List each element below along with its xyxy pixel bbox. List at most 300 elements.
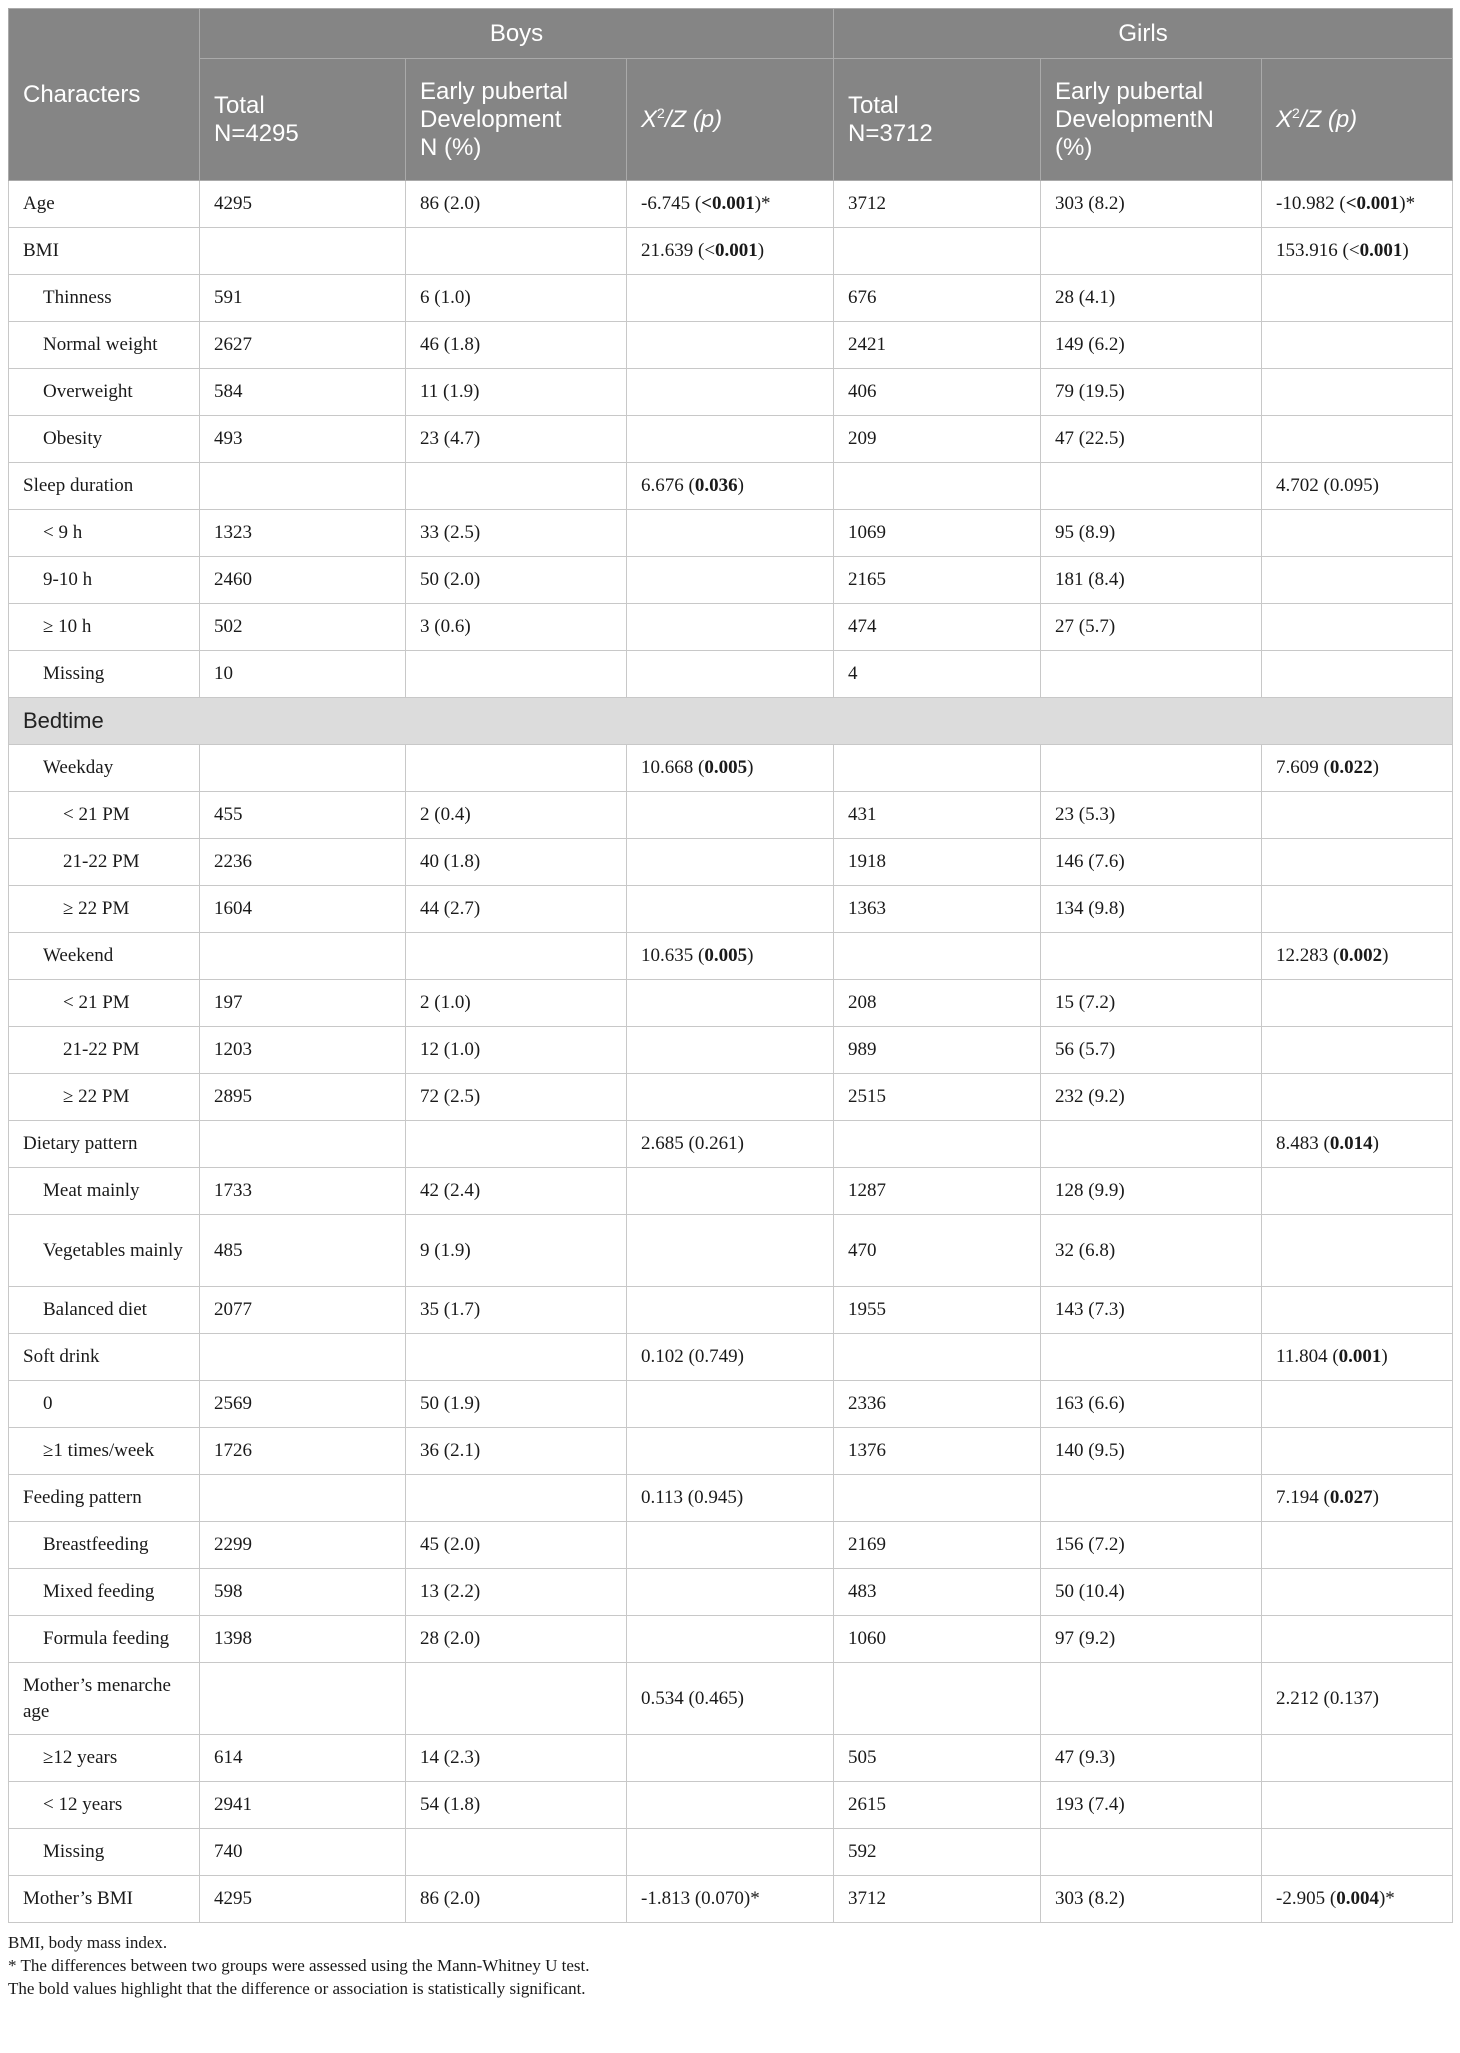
girls-total-cell: 2165	[834, 557, 1041, 604]
boys-stat-cell	[627, 1168, 834, 1215]
table-notes	[8, 1931, 1452, 2000]
boys-stat-cell	[627, 1616, 834, 1663]
girls-stat-cell	[1262, 416, 1453, 463]
boys-total-cell: 10	[200, 651, 406, 698]
boys-early-cell: 9 (1.9)	[406, 1215, 627, 1287]
boys-total-cell	[200, 1663, 406, 1735]
girls-stat-cell	[1262, 651, 1453, 698]
girls-early-cell: 143 (7.3)	[1041, 1287, 1262, 1334]
boys-early-cell	[406, 228, 627, 275]
girls-stat-cell	[1262, 463, 1453, 510]
girls-total-cell	[834, 933, 1041, 980]
girls-stat-cell	[1262, 792, 1453, 839]
footnote: BMI, body mass index.	[8, 1933, 168, 1952]
girls-stat-cell-tail: )	[1381, 1346, 1388, 1367]
girls-total-cell: 470	[834, 1215, 1041, 1287]
girls-stat-cell-significant: 0.002	[1339, 945, 1383, 966]
girls-early-cell: 193 (7.4)	[1041, 1782, 1262, 1829]
footnote: * The differences between two groups were assessed using the Mann-Whitney U test.	[8, 1956, 590, 1975]
boys-stat-cell	[627, 1074, 834, 1121]
girls-total-cell: 3712	[834, 181, 1041, 228]
boys-stat-cell	[627, 980, 834, 1027]
table-row	[9, 1522, 1453, 1569]
table-row	[9, 510, 1453, 557]
table-row	[9, 1168, 1453, 1215]
table-row	[9, 1428, 1453, 1475]
boys-total-cell: 1733	[200, 1168, 406, 1215]
boys-stat-cell-text: 6.676 (	[641, 475, 695, 496]
girls-early-cell: 27 (5.7)	[1041, 604, 1262, 651]
girls-stat-cell	[1262, 1121, 1453, 1168]
girls-stat-cell	[1262, 933, 1453, 980]
row-label: Formula feeding	[9, 1616, 200, 1663]
boys-stat-cell	[627, 1663, 834, 1735]
girls-stat-cell	[1262, 1735, 1453, 1782]
boys-early-cell	[406, 1663, 627, 1735]
boys-early-cell	[406, 1334, 627, 1381]
girls-early-cell: 28 (4.1)	[1041, 275, 1262, 322]
girls-total-cell: 1060	[834, 1616, 1041, 1663]
girls-total-cell: 676	[834, 275, 1041, 322]
girls-early-cell: 47 (9.3)	[1041, 1735, 1262, 1782]
table-row	[9, 980, 1453, 1027]
boys-total-cell: 197	[200, 980, 406, 1027]
girls-early-cell	[1041, 463, 1262, 510]
row-label: Meat mainly	[9, 1168, 200, 1215]
girls-early-cell: 140 (9.5)	[1041, 1428, 1262, 1475]
boys-early-cell	[406, 463, 627, 510]
girls-stat-cell-significant: 0.001	[1338, 1346, 1382, 1367]
boys-stat-cell-text: 0.534 (0.465)	[641, 1687, 744, 1709]
table-row	[9, 604, 1453, 651]
header-boys-early-line2: Development	[420, 105, 562, 133]
boys-stat-cell-significant: <0.001	[701, 193, 755, 214]
girls-early-cell: 128 (9.9)	[1041, 1168, 1262, 1215]
girls-total-cell: 1069	[834, 510, 1041, 557]
boys-stat-cell-tail: )	[747, 945, 754, 966]
girls-stat-cell	[1262, 1569, 1453, 1616]
boys-stat-cell-text: 0.102 (0.749)	[641, 1346, 744, 1367]
header-boys-early-line1: Early pubertal	[420, 77, 569, 105]
girls-stat-cell	[1262, 1876, 1453, 1923]
boys-early-cell: 50 (1.9)	[406, 1381, 627, 1428]
boys-early-cell: 72 (2.5)	[406, 1074, 627, 1121]
header-boys: Boys	[200, 9, 834, 59]
girls-stat-cell-tail: )	[1372, 1487, 1379, 1508]
boys-stat-cell-text: 2.685 (0.261)	[641, 1133, 744, 1154]
girls-stat-cell	[1262, 1616, 1453, 1663]
boys-total-cell: 1726	[200, 1428, 406, 1475]
boys-stat-cell	[627, 1569, 834, 1616]
girls-early-cell	[1041, 1475, 1262, 1522]
table-row	[9, 1616, 1453, 1663]
boys-stat-cell	[627, 745, 834, 792]
row-label: Breastfeeding	[9, 1522, 200, 1569]
boys-total-cell: 2941	[200, 1782, 406, 1829]
boys-stat-cell	[627, 1876, 834, 1923]
row-label: Vegetables mainly	[9, 1215, 200, 1287]
boys-stat-cell	[627, 181, 834, 228]
girls-stat-cell	[1262, 1428, 1453, 1475]
boys-early-cell: 2 (0.4)	[406, 792, 627, 839]
boys-stat-cell	[627, 604, 834, 651]
row-label: ≥1 times/week	[9, 1428, 200, 1475]
girls-stat-cell	[1262, 1074, 1453, 1121]
girls-early-cell: 303 (8.2)	[1041, 181, 1262, 228]
girls-early-cell: 156 (7.2)	[1041, 1522, 1262, 1569]
girls-stat-cell-significant: 0.004	[1336, 1888, 1379, 1909]
table-row	[9, 1663, 1453, 1735]
boys-early-cell	[406, 1829, 627, 1876]
table-body	[9, 181, 1453, 1923]
boys-early-cell: 86 (2.0)	[406, 1876, 627, 1923]
girls-total-cell	[834, 1121, 1041, 1168]
girls-stat-cell	[1262, 886, 1453, 933]
row-label: ≥ 10 h	[9, 604, 200, 651]
boys-stat-cell-significant: 0.005	[704, 945, 748, 966]
stat-suffix-girls: /Z (p)	[1299, 105, 1358, 133]
row-label: Soft drink	[9, 1334, 200, 1381]
table-row	[9, 275, 1453, 322]
boys-early-cell: 2 (1.0)	[406, 980, 627, 1027]
girls-early-cell	[1041, 228, 1262, 275]
table-container	[8, 8, 1452, 2000]
row-label: < 21 PM	[9, 792, 200, 839]
table-row	[9, 792, 1453, 839]
girls-total-cell: 209	[834, 416, 1041, 463]
girls-stat-cell	[1262, 557, 1453, 604]
girls-total-cell	[834, 1663, 1041, 1735]
table-row	[9, 1782, 1453, 1829]
girls-stat-cell-tail: )	[1402, 240, 1409, 261]
girls-stat-cell-tail: )	[1372, 757, 1379, 778]
table-row	[9, 369, 1453, 416]
boys-total-cell: 1323	[200, 510, 406, 557]
table-row	[9, 839, 1453, 886]
row-label: ≥ 22 PM	[9, 1074, 200, 1121]
girls-total-cell: 2336	[834, 1381, 1041, 1428]
boys-total-cell: 1398	[200, 1616, 406, 1663]
boys-early-cell: 28 (2.0)	[406, 1616, 627, 1663]
boys-early-cell	[406, 745, 627, 792]
row-label: Weekday	[9, 745, 200, 792]
boys-stat-cell	[627, 463, 834, 510]
boys-stat-cell-text: 21.639 (<	[641, 240, 716, 261]
boys-stat-cell-tail: )	[747, 757, 754, 778]
row-label: < 12 years	[9, 1782, 200, 1829]
boys-total-cell	[200, 463, 406, 510]
boys-total-cell: 502	[200, 604, 406, 651]
boys-total-cell: 598	[200, 1569, 406, 1616]
boys-stat-cell	[627, 322, 834, 369]
table-row	[9, 1334, 1453, 1381]
girls-early-cell: 303 (8.2)	[1041, 1876, 1262, 1923]
girls-early-cell	[1041, 651, 1262, 698]
girls-total-cell: 1376	[834, 1428, 1041, 1475]
header-girls-total-n: N=3712	[848, 119, 933, 147]
girls-early-cell: 56 (5.7)	[1041, 1027, 1262, 1074]
girls-total-cell: 2421	[834, 322, 1041, 369]
girls-early-cell	[1041, 933, 1262, 980]
boys-early-cell: 44 (2.7)	[406, 886, 627, 933]
row-label: Overweight	[9, 369, 200, 416]
table-row	[9, 1876, 1453, 1923]
boys-early-cell: 86 (2.0)	[406, 181, 627, 228]
boys-stat-cell	[627, 1829, 834, 1876]
boys-early-cell: 50 (2.0)	[406, 557, 627, 604]
row-label: Mixed feeding	[9, 1569, 200, 1616]
boys-stat-cell	[627, 369, 834, 416]
boys-early-cell: 3 (0.6)	[406, 604, 627, 651]
girls-stat-cell	[1262, 1663, 1453, 1735]
boys-stat-cell	[627, 416, 834, 463]
boys-stat-cell-tail: )	[757, 240, 765, 261]
girls-early-cell: 146 (7.6)	[1041, 839, 1262, 886]
girls-stat-cell-text: 4.702 (0.095)	[1276, 475, 1379, 496]
boys-early-cell	[406, 651, 627, 698]
boys-stat-cell	[627, 933, 834, 980]
boys-stat-cell	[627, 839, 834, 886]
girls-total-cell: 483	[834, 1569, 1041, 1616]
girls-early-cell	[1041, 1121, 1262, 1168]
girls-early-cell: 95 (8.9)	[1041, 510, 1262, 557]
girls-early-cell: 50 (10.4)	[1041, 1569, 1262, 1616]
girls-stat-cell-significant: <0.001	[1345, 193, 1400, 214]
table-row	[9, 745, 1453, 792]
boys-total-cell: 2895	[200, 1074, 406, 1121]
header-girls-early-line2: DevelopmentN	[1055, 105, 1214, 133]
table-row	[9, 1569, 1453, 1616]
header-characters: Characters	[9, 9, 200, 181]
girls-early-cell: 181 (8.4)	[1041, 557, 1262, 604]
girls-stat-cell-text: 153.916 (<	[1276, 240, 1360, 261]
girls-stat-cell-text: 2.212 (0.137)	[1276, 1687, 1379, 1709]
header-girls-stat	[1262, 59, 1453, 181]
table-header	[9, 9, 1453, 181]
girls-total-cell: 208	[834, 980, 1041, 1027]
boys-total-cell: 4295	[200, 1876, 406, 1923]
row-label: 21-22 PM	[9, 1027, 200, 1074]
boys-early-cell: 23 (4.7)	[406, 416, 627, 463]
row-label: Normal weight	[9, 322, 200, 369]
row-label: 9-10 h	[9, 557, 200, 604]
table-row	[9, 463, 1453, 510]
girls-stat-cell-text: -10.982 (	[1276, 193, 1346, 214]
girls-stat-cell-text: 12.283 (	[1276, 945, 1340, 966]
table-row	[9, 1475, 1453, 1522]
girls-stat-cell-significant: 0.022	[1329, 757, 1373, 778]
stat-x: X	[641, 105, 658, 133]
boys-total-cell: 1203	[200, 1027, 406, 1074]
girls-early-cell	[1041, 1829, 1262, 1876]
boys-total-cell: 2236	[200, 839, 406, 886]
table-row	[9, 1121, 1453, 1168]
header-boys-total-label: Total	[214, 91, 265, 119]
header-girls-early-line3: (%)	[1055, 133, 1093, 161]
boys-early-cell: 45 (2.0)	[406, 1522, 627, 1569]
stat-sup-girls: 2	[1292, 104, 1300, 121]
girls-stat-cell	[1262, 1334, 1453, 1381]
boys-stat-cell-tail: )*	[754, 193, 771, 214]
girls-stat-cell-significant: 0.014	[1329, 1133, 1373, 1154]
girls-stat-cell	[1262, 510, 1453, 557]
boys-stat-cell-text: -1.813 (0.070)*	[641, 1888, 760, 1909]
stat-suffix: /Z (p)	[664, 105, 723, 133]
boys-total-cell	[200, 1121, 406, 1168]
row-label: BMI	[9, 228, 200, 275]
girls-early-cell: 47 (22.5)	[1041, 416, 1262, 463]
stat-sup: 2	[657, 104, 665, 121]
header-boys-early	[406, 59, 627, 181]
boys-stat-cell-text: 10.635 (	[641, 945, 705, 966]
table-row	[9, 651, 1453, 698]
boys-total-cell	[200, 228, 406, 275]
girls-total-cell	[834, 1334, 1041, 1381]
boys-stat-cell	[627, 1428, 834, 1475]
header-boys-total-n: N=4295	[214, 119, 299, 147]
boys-total-cell: 2460	[200, 557, 406, 604]
boys-stat-cell-significant: 0.001	[715, 240, 758, 261]
boys-stat-cell	[627, 275, 834, 322]
boys-stat-cell-text: 10.668 (	[641, 757, 705, 778]
boys-total-cell: 591	[200, 275, 406, 322]
row-label: Feeding pattern	[9, 1475, 200, 1522]
boys-early-cell	[406, 1475, 627, 1522]
boys-stat-cell	[627, 886, 834, 933]
girls-stat-cell	[1262, 1381, 1453, 1428]
row-label: Mother’s menarche age	[9, 1663, 200, 1735]
boys-total-cell	[200, 1475, 406, 1522]
table-row	[9, 1287, 1453, 1334]
boys-total-cell: 740	[200, 1829, 406, 1876]
girls-stat-cell	[1262, 1782, 1453, 1829]
boys-stat-cell	[627, 1334, 834, 1381]
boys-stat-cell-tail: )	[737, 475, 744, 496]
boys-total-cell: 2299	[200, 1522, 406, 1569]
boys-total-cell: 2077	[200, 1287, 406, 1334]
boys-early-cell	[406, 933, 627, 980]
girls-stat-cell	[1262, 1829, 1453, 1876]
boys-total-cell: 2627	[200, 322, 406, 369]
boys-stat-cell	[627, 1121, 834, 1168]
boys-stat-cell	[627, 1475, 834, 1522]
girls-stat-cell	[1262, 1522, 1453, 1569]
header-girls-early-line1: Early pubertal	[1055, 77, 1204, 105]
table-row	[9, 1027, 1453, 1074]
boys-stat-cell-significant: 0.036	[694, 475, 738, 496]
boys-total-cell: 4295	[200, 181, 406, 228]
boys-total-cell: 614	[200, 1735, 406, 1782]
boys-early-cell: 13 (2.2)	[406, 1569, 627, 1616]
boys-early-cell: 42 (2.4)	[406, 1168, 627, 1215]
girls-stat-cell-tail: )*	[1399, 193, 1416, 214]
girls-total-cell: 4	[834, 651, 1041, 698]
girls-stat-cell-tail: )*	[1378, 1888, 1395, 1909]
row-label: 0	[9, 1381, 200, 1428]
table-row	[9, 1735, 1453, 1782]
girls-early-cell	[1041, 1663, 1262, 1735]
girls-stat-cell-text: 7.194 (	[1276, 1487, 1330, 1508]
girls-total-cell: 2169	[834, 1522, 1041, 1569]
table-row	[9, 181, 1453, 228]
girls-total-cell: 1363	[834, 886, 1041, 933]
girls-total-cell: 474	[834, 604, 1041, 651]
table-row	[9, 557, 1453, 604]
table-row	[9, 228, 1453, 275]
header-boys-total	[200, 59, 406, 181]
girls-stat-cell	[1262, 228, 1453, 275]
row-label: 21-22 PM	[9, 839, 200, 886]
boys-total-cell: 1604	[200, 886, 406, 933]
header-girls-total	[834, 59, 1041, 181]
girls-total-cell: 431	[834, 792, 1041, 839]
girls-total-cell	[834, 228, 1041, 275]
girls-total-cell: 989	[834, 1027, 1041, 1074]
girls-early-cell	[1041, 745, 1262, 792]
boys-early-cell	[406, 1121, 627, 1168]
boys-early-cell: 14 (2.3)	[406, 1735, 627, 1782]
girls-stat-cell	[1262, 980, 1453, 1027]
girls-stat-cell	[1262, 1215, 1453, 1287]
girls-stat-cell-text: 8.483 (	[1276, 1133, 1330, 1154]
row-label: Age	[9, 181, 200, 228]
girls-total-cell: 2615	[834, 1782, 1041, 1829]
row-label: Mother’s BMI	[9, 1876, 200, 1923]
girls-stat-cell	[1262, 322, 1453, 369]
row-label: ≥ 22 PM	[9, 886, 200, 933]
table-row	[9, 886, 1453, 933]
boys-stat-cell	[627, 651, 834, 698]
boys-stat-cell-text: 0.113 (0.945)	[641, 1487, 744, 1508]
girls-early-cell: 79 (19.5)	[1041, 369, 1262, 416]
boys-stat-cell	[627, 1735, 834, 1782]
row-label: Missing	[9, 1829, 200, 1876]
boys-total-cell: 455	[200, 792, 406, 839]
girls-early-cell: 134 (9.8)	[1041, 886, 1262, 933]
girls-total-cell: 1955	[834, 1287, 1041, 1334]
footnote: The bold values highlight that the difference or association is statistically significant.	[8, 1979, 586, 1998]
boys-early-cell: 33 (2.5)	[406, 510, 627, 557]
table-row	[9, 416, 1453, 463]
header-girls-total-label: Total	[848, 91, 899, 119]
header-girls-early	[1041, 59, 1262, 181]
row-label: < 9 h	[9, 510, 200, 557]
boys-stat-cell	[627, 510, 834, 557]
boys-early-cell: 12 (1.0)	[406, 1027, 627, 1074]
girls-early-cell: 163 (6.6)	[1041, 1381, 1262, 1428]
girls-total-cell: 1287	[834, 1168, 1041, 1215]
girls-total-cell: 592	[834, 1829, 1041, 1876]
girls-total-cell: 505	[834, 1735, 1041, 1782]
boys-early-cell: 54 (1.8)	[406, 1782, 627, 1829]
boys-stat-cell-significant: 0.005	[704, 757, 748, 778]
boys-early-cell: 46 (1.8)	[406, 322, 627, 369]
table-row	[9, 933, 1453, 980]
girls-stat-cell	[1262, 1287, 1453, 1334]
boys-stat-cell-text: -6.745 (	[641, 193, 702, 214]
header-boys-early-line3: N (%)	[420, 133, 482, 161]
girls-total-cell	[834, 745, 1041, 792]
boys-stat-cell	[627, 557, 834, 604]
boys-total-cell	[200, 933, 406, 980]
girls-stat-cell-tail: )	[1382, 945, 1389, 966]
boys-total-cell: 584	[200, 369, 406, 416]
girls-stat-cell	[1262, 1475, 1453, 1522]
table-row	[9, 1215, 1453, 1287]
boys-stat-cell	[627, 1381, 834, 1428]
girls-early-cell: 15 (7.2)	[1041, 980, 1262, 1027]
row-label: Missing	[9, 651, 200, 698]
